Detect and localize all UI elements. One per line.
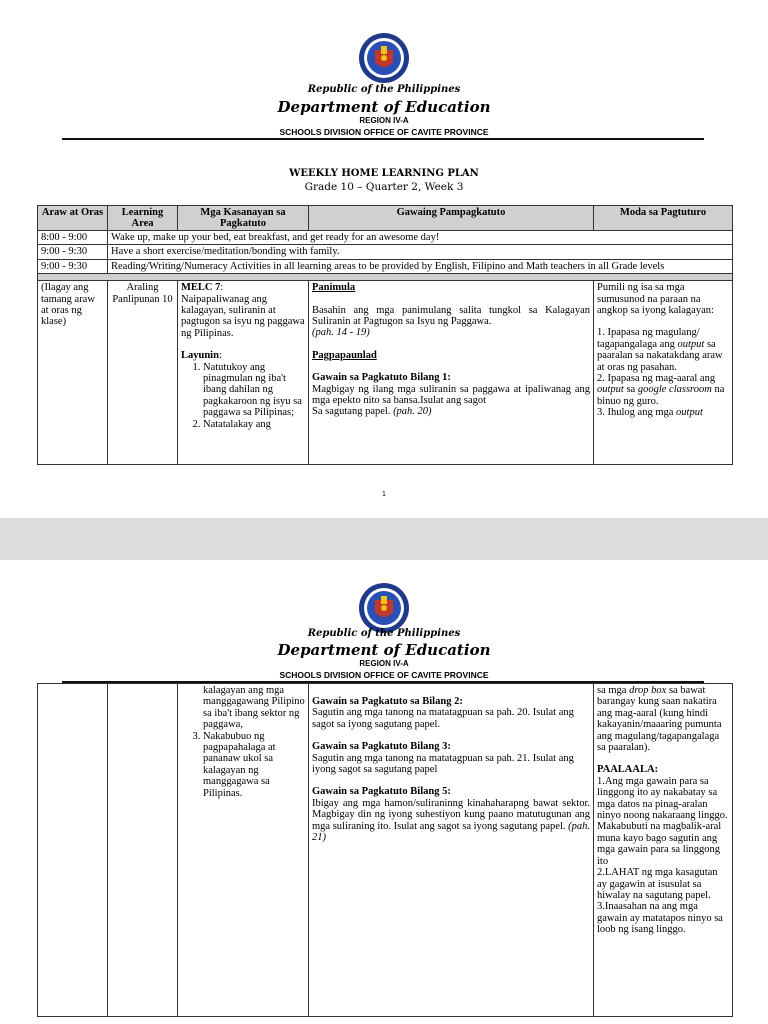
department-label: Department of Education (277, 98, 491, 116)
department-label: Department of Education (277, 641, 491, 659)
gawain3-text: Sagutin ang mga tanong na matatagpuan sa pah. 21. Isulat ang iyong sagot sa sagutang papel (312, 752, 574, 776)
header-area: Learning Area (108, 206, 178, 231)
paalala-item: 3.Inaasahan na ang mga gawain ay matatapos ninyo sa loob ng isang linggo. (597, 901, 723, 936)
schedule-activity: Have a short exercise/meditation/bonding with family. (108, 245, 733, 259)
output-term: output (677, 338, 705, 350)
lesson-row-continued (38, 684, 733, 1017)
gawain1-text: Magbigay ng ilang mga suliranin sa paggawa at ipaliwanag ang mga epekto nito sa bansa.Isulat ang sagot (312, 383, 590, 407)
gawain2-title: Gawain sa Pagkatuto sa Bilang 2 (312, 696, 460, 707)
google-classroom-term: google classroom (637, 384, 712, 396)
republic-label: Republic of the Philippines (307, 628, 461, 639)
panimula-ref: (pah. 14 - 19) (312, 327, 370, 339)
schedule-activity: Wake up, make up your bed, eat breakfast, and get ready for an awesome day! (108, 231, 733, 245)
melc-text: Naipapaliwanag ang kalagayan, suliranin at pagtugon sa isyu ng paggawa ng Pilipinas. (181, 293, 305, 339)
gawain5-text: Ibigay ang mga hamon/suliraninng kinahaharapng bawat sektor. Magbigay din ng iyong suhestiyon kung paano matutugunan ang mga suliraning ito. Isulat ang sagot sa iyong sagutang papel. (312, 797, 590, 832)
division-label: SCHOOLS DIVISION OFFICE OF CAVITE PROVINCE (279, 127, 489, 137)
page-number: 1 (382, 491, 386, 498)
gawain3-title: Gawain sa Pagkatuto Bilang 3 (312, 741, 448, 753)
region-label: REGION IV-A (359, 116, 409, 125)
division-label: SCHOOLS DIVISION OFFICE OF CAVITE PROVINCE (279, 670, 489, 680)
plan-title: WEEKLY HOME LEARNING PLAN (289, 168, 479, 179)
header-moda: Moda sa Pagtuturo (594, 206, 733, 231)
schedule-time: 9:00 - 9:30 (38, 245, 108, 259)
pagpapaunlad-heading: Pagpapaunlad (312, 349, 377, 361)
header-araw: Araw at Oras (38, 206, 108, 231)
learning-plan-table (37, 205, 733, 465)
paalala-item: 1.Ang mga gawain para sa linggong ito ay nakabatay sa mga datos na pinag-aralan ninyo noong nakaraang linggo. Makabubuti na magbalik-aral muna kayo bago sagutin ang mga gawain para sa linggong ito (597, 775, 728, 867)
deped-seal-icon (358, 582, 410, 634)
header-divider (62, 138, 704, 140)
header-kasanayan: Mga Kasanayan sa Pagkatuto (178, 206, 309, 231)
plan-subtitle: Grade 10 – Quarter 2, Week 3 (304, 181, 464, 193)
schedule-activity: Reading/Writing/Numeracy Activities in all learning areas to be provided by English, Filipino and Math teachers in all Grade levels (108, 259, 733, 273)
moda-cell: sa mga drop box sa bawat barangay kung saan nakatira ang mag-aaral (kung hindi kakayanin/maaaring pumunta ang magulang/tagapangalaga sa paaralan). PAALAALA: 1.Ang mga gawain para sa linggong ito ay nakabatay sa mga datos na pinag-aralan ninyo noong nakaraang linggo. Makabubuti na magbalik-aral muna kayo bago sagutin ang mga gawain para sa linggong ito 2.LAHAT ng mga kasagutan ay gagawin at isusulat sa hiwalay na sagutang papel. 3.Inaasahan na ang mga gawain ay matatapos ninyo sa loob ng isang linggo. (594, 684, 733, 1017)
layunin-label: Layunin (181, 350, 219, 362)
lesson-row (38, 281, 733, 465)
deped-seal-icon (358, 32, 410, 84)
gawain5-ref: (pah. 21) (312, 820, 590, 844)
moda-option-2: 2. Ipapasa ng mag-aaral ang (597, 373, 716, 385)
kasanayan-cell (178, 684, 309, 1017)
moda-continued: sa mga (597, 685, 627, 696)
schedule-row (38, 245, 733, 259)
objective-item: 3. Nakabubuo ng pagpapahalaga at pananaw ukol sa kalagayan ng manggagawa sa Pilipinas. (203, 731, 305, 799)
output-term: output (676, 407, 703, 419)
moda-continued-rest: sa bawat barangay kung saan nakatira ang mag-aaral (kung hindi kakayanin/maaaring pumunta ang magulang/tagapangalaga sa paaralan). (597, 685, 722, 754)
learning-area-cell: Araling Panlipunan 10 (108, 281, 178, 465)
moda-option-1-rest: sa paaralan sa nakatakdang araw at oras ng pasahan. (597, 338, 723, 373)
schedule-row (38, 231, 733, 245)
objective-item-continued: kalagayan ang mga manggagawang Pilipino sa iba't ibang sektor ng paggawa, (203, 685, 305, 731)
kasanayan-cell: MELC 7: Naipapaliwanag ang kalagayan, suliranin at pagtugon sa isyu ng paggawa ng Pilipinas. Layunin: 1. Natutukoy ang pinagmulan ng iba't ibang dahilan ng pagkakaroon ng isyu sa paggawa sa Pilipinas; 2. Natatalakay ang (178, 281, 309, 465)
moda-intro: Pumili ng isa sa mga sumusunod na paraan na angkop sa iyong kalagayan: (597, 282, 714, 317)
schedule-time: 9:00 - 9:30 (38, 259, 108, 273)
paalala-heading: PAALAALA (597, 764, 655, 776)
schedule-row (38, 259, 733, 273)
region-label: REGION IV-A (359, 659, 409, 668)
document-page-2 (0, 560, 768, 1024)
gawain2-text: Sagutin ang mga tanong na matatagpuan sa pah. 20. Isulat ang sagot sa iyong sagutang papel. (312, 707, 574, 730)
learning-plan-table-continued (37, 683, 733, 1017)
learning-area-cell (108, 684, 178, 1017)
moda-option-2-sa: sa (626, 384, 636, 396)
gawain5-title: Gawain sa Pagkatuto Bilang 5 (312, 786, 448, 798)
objective-item: 2. Natatalakay ang (203, 419, 305, 430)
gawain1-tail: Sa sagutang papel. (312, 406, 391, 418)
moda-cell (594, 281, 733, 465)
header-gawain: Gawaing Pampagkatuto (309, 206, 594, 231)
araw-cell (38, 684, 108, 1017)
gawain-cell: Gawain sa Pagkatuto sa Bilang 2: Sagutin ang mga tanong na matatagpuan sa pah. 20. Isulat ang sagot sa iyong sagutang papel. Gawain sa Pagkatuto Bilang 3: Sagutin ang mga tanong na matatagpuan sa pah. 21. Isulat ang iyong sagot sa sagutang papel Gawain sa Pagkatuto Bilang 5: Ibigay ang mga hamon/suliraninng kinahaharapng bawat sektor. Magbigay din ng iyong suhestiyon kung paano matutugunan ang mga suliraning ito. Isulat ang sagot sa iyong sagutang papel. (pah. 21) (309, 684, 594, 1017)
moda-option-2-rest: na binuo ng guro. (597, 384, 725, 407)
objective-item: 1. Natutukoy ang pinagmulan ng iba't ibang dahilan ng pagkakaroon ng isyu sa paggawa sa Pilipinas; (203, 362, 305, 419)
republic-label: Republic of the Philippines (307, 84, 461, 95)
gawain-cell: Panimula Basahin ang mga panimulang salita tungkol sa Kalagayan Suliranin at Pagtugon sa Isyu ng Paggawa. (pah. 14 - 19) Pagpapaunlad Gawain sa Pagkatuto Bilang 1: Magbigay ng ilang mga suliranin sa paggawa at ipaliwanag ang mga epekto nito sa bansa.Isulat ang sagot Sa sagutang papel. (pah. 20) (309, 281, 594, 465)
gawain1-title: Gawain sa Pagkatuto Bilang 1 (312, 372, 448, 384)
moda-option-1: 1. Ipapasa ng magulang/ tagapangalaga ang (597, 327, 700, 350)
drop-box-term: drop box (629, 685, 667, 696)
gawain1-ref: (pah. 20) (393, 406, 432, 418)
araw-cell: (Ilagay ang tamang araw at oras ng klase) (38, 281, 108, 465)
output-term: output (597, 384, 624, 396)
paalala-item: 2.LAHAT ng mga kasagutan ay gagawin at isusulat sa hiwalay na sagutang papel. (597, 867, 718, 901)
panimula-text: Basahin ang mga panimulang salita tungkol sa Kalagayan Suliranin at Pagtugon sa Isyu ng Paggawa. (312, 304, 590, 328)
section-divider (38, 274, 733, 281)
melc-label: MELC 7 (181, 282, 221, 294)
panimula-heading: Panimula (312, 282, 356, 294)
schedule-time: 8:00 - 9:00 (38, 231, 108, 245)
moda-option-3: 3. Ihulog ang mga (597, 407, 674, 419)
